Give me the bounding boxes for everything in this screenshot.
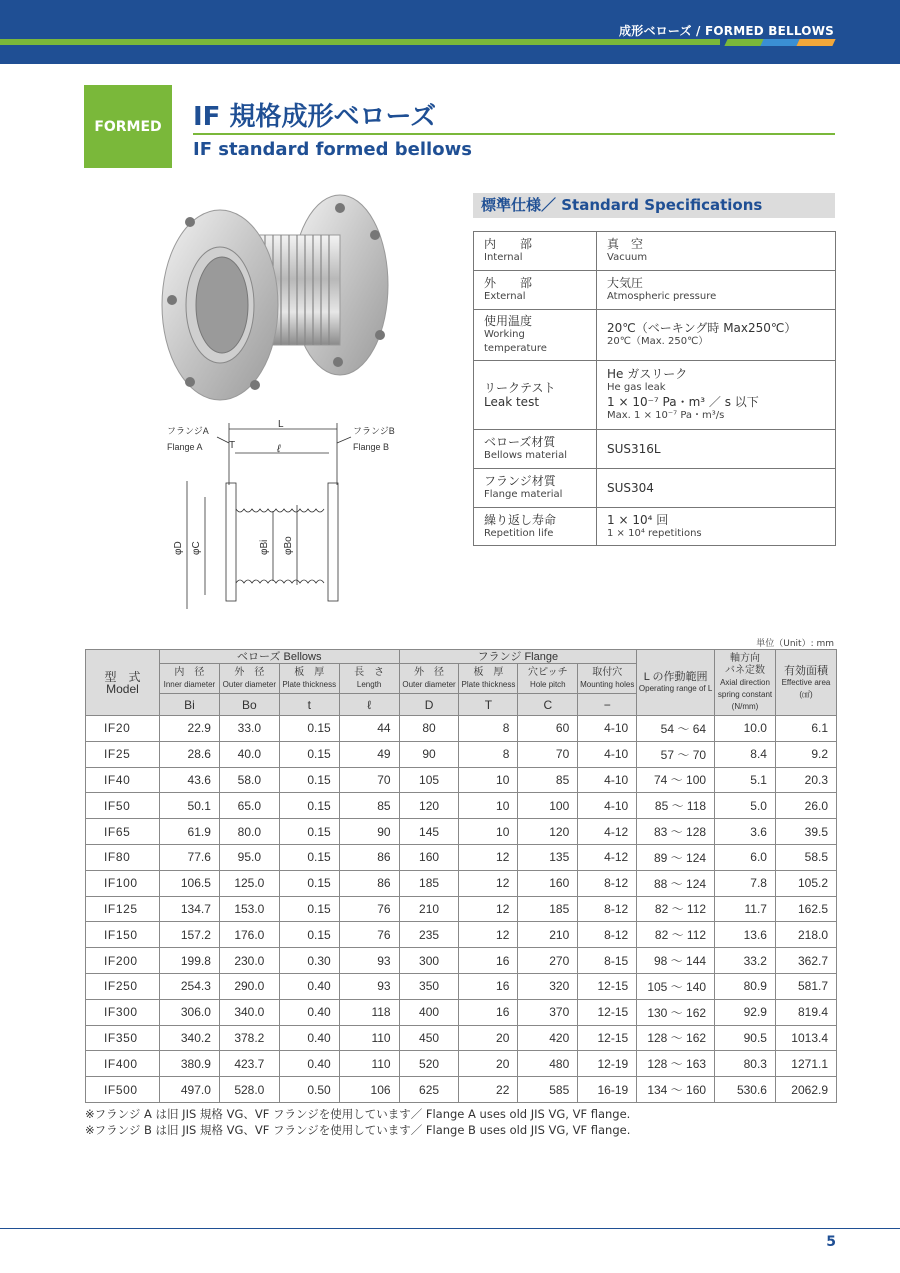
table-cell: 4-12 [578,844,637,870]
table-cell: 105.2 [775,870,836,896]
spec-label-jp: 使用温度 [484,314,533,328]
table-cell: 16 [459,973,518,999]
table-cell: 585 [518,1077,578,1103]
table-row [86,870,837,896]
table-cell: 450 [399,1025,459,1051]
table-cell: 120 [399,793,459,819]
label-l: ℓ [277,443,281,455]
table-cell: 95.0 [219,844,279,870]
table-cell: 80 [399,716,459,742]
table-cell: 0.15 [279,922,339,948]
header-title: 成形ベローズ / FORMED BELLOWS [619,24,834,38]
title-divider [193,133,835,135]
table-cell: 10 [459,793,518,819]
table-cell: 135 [518,844,578,870]
table-cell: 1271.1 [775,1051,836,1077]
table-cell: 7.8 [715,870,776,896]
table-cell: 134 ～ 160 [637,1077,715,1103]
table-cell: 20.3 [775,767,836,793]
table-cell: 8-12 [578,870,637,896]
table-cell: 128 ～ 163 [637,1051,715,1077]
table-cell: 49 [339,741,399,767]
table-cell: 0.40 [279,1025,339,1051]
table-cell: 90 [399,741,459,767]
table-cell: 12 [459,870,518,896]
table-cell: 0.40 [279,1051,339,1077]
model-cell: IF300 [86,999,160,1025]
table-cell: 12-15 [578,1025,637,1051]
table-cell: 85 ～ 118 [637,793,715,819]
table-cell: 110 [339,1051,399,1077]
table-cell: 185 [518,896,578,922]
table-cell: 88 ～ 124 [637,870,715,896]
table-cell: 235 [399,922,459,948]
model-cell: IF40 [86,767,160,793]
table-cell: 8.4 [715,741,776,767]
table-cell: 153.0 [219,896,279,922]
spec-label-jp: リークテスト [484,381,556,395]
spec-label-en: Repetition life [484,527,554,539]
table-cell: 370 [518,999,578,1025]
table-cell: 11.7 [715,896,776,922]
spec-value-leak: 1 × 10⁻⁷ Pa・m³ ／ s 以下 [607,395,759,409]
spec-label-jp: 外 部 [484,276,533,290]
table-cell: 480 [518,1051,578,1077]
spec-row [474,508,836,546]
label-flange-a-en: Flange A [167,442,203,452]
spec-value: SUS304 [607,481,654,495]
unit-label: 単位（Unit）: mm [756,639,834,649]
label-flange-b-en: Flange B [353,442,390,452]
table-cell: 16-19 [578,1077,637,1103]
table-cell: 85 [339,793,399,819]
table-cell: 581.7 [775,973,836,999]
table-cell: 1013.4 [775,1025,836,1051]
spec-value: SUS316L [607,442,661,456]
table-cell: 90.5 [715,1025,776,1051]
table-cell: 340.2 [159,1025,219,1051]
table-cell: 4-10 [578,793,637,819]
table-cell: 40.0 [219,741,279,767]
table-cell: 0.30 [279,948,339,974]
table-cell: 134.7 [159,896,219,922]
header-length: 長 さ Length [339,664,399,694]
model-cell: IF50 [86,793,160,819]
model-cell: IF500 [86,1077,160,1103]
table-cell: 90 [339,819,399,845]
spec-value: 1 × 10⁴ 回 [607,512,669,527]
table-cell: 520 [399,1051,459,1077]
table-cell: 290.0 [219,973,279,999]
table-cell: 0.15 [279,716,339,742]
table-cell: 86 [339,844,399,870]
table-cell: 8-12 [578,896,637,922]
formed-badge: FORMED [84,85,172,168]
table-cell: 33.0 [219,716,279,742]
spec-label-en: External [484,291,526,302]
header-range: L の作動範囲 Operating range of L [637,650,715,716]
table-cell: 5.1 [715,767,776,793]
table-row [86,716,837,742]
spec-value: 20℃（ベーキング時 Max250℃） [607,321,797,335]
table-cell: 380.9 [159,1051,219,1077]
table-cell: 83 ～ 128 [637,819,715,845]
table-cell: 10 [459,819,518,845]
table-cell: 22.9 [159,716,219,742]
table-cell: 80.3 [715,1051,776,1077]
table-cell: 145 [399,819,459,845]
table-cell: 22 [459,1077,518,1103]
table-cell: 20 [459,1025,518,1051]
spec-label-en: Leak test [484,395,540,409]
label-T: T [229,440,236,451]
header-bellows: ベローズ Bellows [159,650,399,664]
header-flange-plate: 板 厚 Plate thickness [459,664,518,694]
table-cell: 4-10 [578,767,637,793]
spec-label-jp: 内 部 [484,237,533,251]
table-cell: 210 [399,896,459,922]
table-cell: 110 [339,1025,399,1051]
table-cell: 254.3 [159,973,219,999]
spec-value: 大気圧 [607,276,644,290]
table-cell: 320 [518,973,578,999]
table-row [86,793,837,819]
table-cell: 6.0 [715,844,776,870]
header-sym-t: t [279,694,339,716]
table-cell: 12-19 [578,1051,637,1077]
table-cell: 5.0 [715,793,776,819]
footer-line [0,1228,900,1229]
table-cell: 12-15 [578,999,637,1025]
table-cell: 74 ～ 100 [637,767,715,793]
table-cell: 423.7 [219,1051,279,1077]
table-cell: 420 [518,1025,578,1051]
table-cell: 105 ～ 140 [637,973,715,999]
table-cell: 125.0 [219,870,279,896]
header-sym-c: C [518,694,578,716]
table-cell: 50.1 [159,793,219,819]
header-sym-bi: Bi [159,694,219,716]
header-sym-bo: Bo [219,694,279,716]
table-cell: 185 [399,870,459,896]
spec-value: 真 空 [607,237,644,251]
spec-value-en: 20℃（Max. 250℃） [607,336,709,347]
table-cell: 33.2 [715,948,776,974]
table-cell: 106 [339,1077,399,1103]
spec-label-en: Flange material [484,489,563,500]
table-cell: 80.9 [715,973,776,999]
table-cell: 118 [339,999,399,1025]
stripe-blue-accent [760,39,799,46]
label-phi-Bi: φBi [259,539,270,555]
table-cell: 120 [518,819,578,845]
spec-label-jp: ベローズ材質 [484,435,556,449]
spec-row [474,232,836,271]
table-cell: 77.6 [159,844,219,870]
table-cell: 8-15 [578,948,637,974]
bellows-photo [150,190,410,405]
table-cell: 400 [399,999,459,1025]
header-hole-pitch: 穴ピッチ Hole pitch [518,664,578,694]
table-cell: 80.0 [219,819,279,845]
table-cell: 497.0 [159,1077,219,1103]
table-cell: 98 ～ 144 [637,948,715,974]
table-cell: 8-12 [578,922,637,948]
table-cell: 43.6 [159,767,219,793]
table-cell: 0.15 [279,741,339,767]
table-cell: 4-10 [578,716,637,742]
header-flange: フランジ Flange [399,650,637,664]
spec-label-en: Bellows material [484,450,567,461]
table-cell: 0.15 [279,896,339,922]
table-cell: 340.0 [219,999,279,1025]
table-row [86,844,837,870]
table-cell: 44 [339,716,399,742]
table-cell: 10.0 [715,716,776,742]
table-row [86,948,837,974]
table-cell: 0.50 [279,1077,339,1103]
table-cell: 176.0 [219,922,279,948]
table-cell: 57 ～ 70 [637,741,715,767]
model-table [85,649,837,1103]
table-cell: 70 [518,741,578,767]
spec-row [474,430,836,469]
spec-row [474,310,836,361]
page-number: 5 [826,1234,836,1250]
table-cell: 270 [518,948,578,974]
table-cell: 85 [518,767,578,793]
model-cell: IF350 [86,1025,160,1051]
header-area: 有効面積 Effective area (㎠) [775,650,836,716]
table-cell: 378.2 [219,1025,279,1051]
table-cell: 12 [459,896,518,922]
table-cell: 218.0 [775,922,836,948]
table-cell: 106.5 [159,870,219,896]
table-row [86,1025,837,1051]
header-outer-dia: 外 径 Outer diameter [219,664,279,694]
spec-row [474,361,836,430]
model-cell: IF80 [86,844,160,870]
label-phi-C: φC [191,541,202,555]
table-cell: 199.8 [159,948,219,974]
table-cell: 0.15 [279,767,339,793]
spec-label-en: Internal [484,252,523,263]
table-cell: 4-12 [578,819,637,845]
table-cell: 8 [459,716,518,742]
table-cell: 82 ～ 112 [637,922,715,948]
table-cell: 0.40 [279,999,339,1025]
table-cell: 0.15 [279,819,339,845]
table-row [86,741,837,767]
header-flange-outer: 外 径 Outer diameter [399,664,459,694]
footnotes [85,1106,630,1138]
table-cell: 230.0 [219,948,279,974]
model-cell: IF200 [86,948,160,974]
page-subtitle: IF standard formed bellows [193,139,472,160]
table-cell: 160 [399,844,459,870]
table-cell: 4-10 [578,741,637,767]
table-cell: 12-15 [578,973,637,999]
header-spring: 軸方向 バネ定数 Axial direction spring constant (N/mm) [715,650,776,716]
table-cell: 0.40 [279,973,339,999]
spec-label-en: Working temperature [484,329,547,354]
table-cell: 16 [459,948,518,974]
model-cell: IF150 [86,922,160,948]
header-plate: 板 厚 Plate thickness [279,664,339,694]
table-cell: 6.1 [775,716,836,742]
spec-value: He ガスリーク [607,367,688,381]
table-cell: 26.0 [775,793,836,819]
table-cell: 362.7 [775,948,836,974]
table-cell: 16 [459,999,518,1025]
model-cell: IF400 [86,1051,160,1077]
dimension-diagram [165,415,395,615]
table-cell: 2062.9 [775,1077,836,1103]
table-cell: 530.6 [715,1077,776,1103]
table-cell: 28.6 [159,741,219,767]
spec-row [474,271,836,310]
table-row [86,1077,837,1103]
table-cell: 76 [339,922,399,948]
header-sym-d: D [399,694,459,716]
spec-value-en: Atmospheric pressure [607,291,717,302]
spec-heading: 標準仕様／ Standard Specifications [473,193,835,218]
spec-value-en: He gas leak [607,382,666,393]
label-flange-a-jp: フランジA [167,426,209,436]
label-flange-b-jp: フランジB [353,426,395,436]
model-cell: IF20 [86,716,160,742]
table-cell: 12 [459,922,518,948]
spec-row [474,469,836,508]
table-cell: 0.15 [279,793,339,819]
page-title: IF 規格成形ベローズ [193,102,437,132]
table-cell: 105 [399,767,459,793]
header-inner-dia: 内 径 Inner diameter [159,664,219,694]
table-cell: 0.15 [279,870,339,896]
table-row [86,999,837,1025]
table-cell: 92.9 [715,999,776,1025]
table-cell: 8 [459,741,518,767]
table-cell: 128 ～ 162 [637,1025,715,1051]
model-cell: IF125 [86,896,160,922]
stripe-orange-accent [796,39,835,46]
table-cell: 54 ～ 64 [637,716,715,742]
table-cell: 300 [399,948,459,974]
table-cell: 93 [339,948,399,974]
spec-label-jp: フランジ材質 [484,474,556,488]
table-cell: 12 [459,844,518,870]
table-cell: 70 [339,767,399,793]
table-cell: 76 [339,896,399,922]
table-row [86,767,837,793]
label-L: L [278,419,284,430]
table-cell: 625 [399,1077,459,1103]
table-row [86,1051,837,1077]
header-model: 型 式 Model [86,650,160,716]
table-cell: 58.5 [775,844,836,870]
table-cell: 61.9 [159,819,219,845]
table-cell: 306.0 [159,999,219,1025]
table-row [86,819,837,845]
header-sym-l: ℓ [339,694,399,716]
table-cell: 162.5 [775,896,836,922]
table-cell: 160 [518,870,578,896]
table-row [86,973,837,999]
table-cell: 350 [399,973,459,999]
header-stripe [0,39,720,45]
table-cell: 60 [518,716,578,742]
label-phi-Bo: φBo [283,536,294,555]
table-cell: 3.6 [715,819,776,845]
table-cell: 130 ～ 162 [637,999,715,1025]
table-cell: 58.0 [219,767,279,793]
label-phi-D: φD [173,541,184,555]
table-row [86,922,837,948]
table-cell: 210 [518,922,578,948]
table-cell: 528.0 [219,1077,279,1103]
table-cell: 89 ～ 124 [637,844,715,870]
table-cell: 819.4 [775,999,836,1025]
model-cell: IF25 [86,741,160,767]
model-cell: IF65 [86,819,160,845]
spec-value-leak-en: Max. 1 × 10⁻⁷ Pa・m³/s [607,410,725,421]
spec-value-en: 1 × 10⁴ repetitions [607,527,702,539]
table-cell: 93 [339,973,399,999]
header-sym-dash: − [578,694,637,716]
spec-value-en: Vacuum [607,252,648,263]
footnote: ※フランジ A は旧 JIS 規格 VG、VF フランジを使用しています／ Flange A uses old JIS VG, VF flange. [85,1107,631,1121]
table-cell: 10 [459,767,518,793]
model-cell: IF250 [86,973,160,999]
table-cell: 9.2 [775,741,836,767]
table-cell: 157.2 [159,922,219,948]
spec-table [473,231,836,546]
footnote: ※フランジ B は旧 JIS 規格 VG、VF フランジを使用しています／ Flange B uses old JIS VG, VF flange. [85,1123,631,1137]
table-cell: 0.15 [279,844,339,870]
table-cell: 100 [518,793,578,819]
table-row [86,896,837,922]
table-cell: 39.5 [775,819,836,845]
model-cell: IF100 [86,870,160,896]
spec-label-jp: 繰り返し寿命 [484,512,557,527]
table-cell: 20 [459,1051,518,1077]
table-cell: 82 ～ 112 [637,896,715,922]
table-cell: 65.0 [219,793,279,819]
table-cell: 86 [339,870,399,896]
header-sym-T: T [459,694,518,716]
header-mounting: 取付穴 Mounting holes [578,664,637,694]
table-cell: 13.6 [715,922,776,948]
